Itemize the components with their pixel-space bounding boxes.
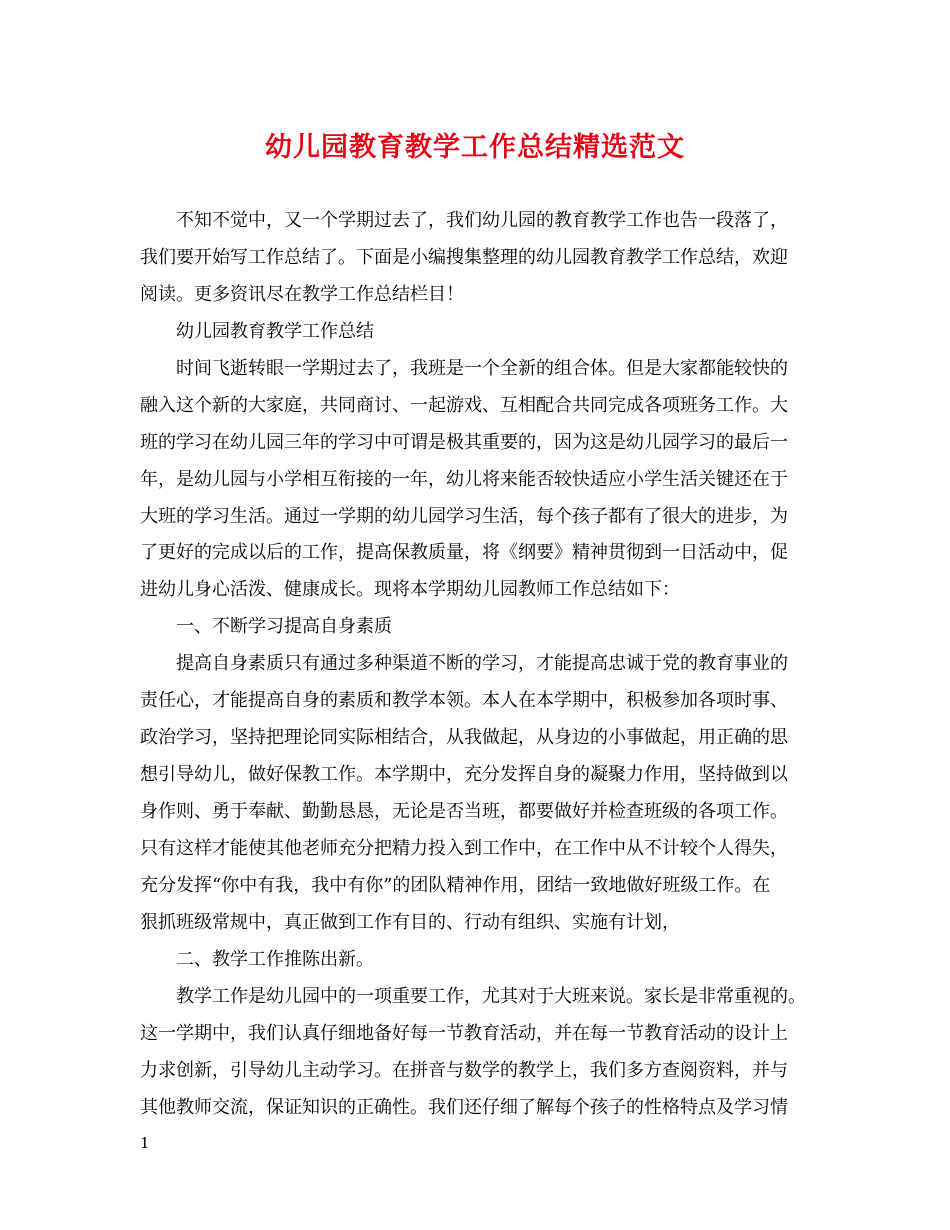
paragraph-line: 政治学习，坚持把理论同实际相结合，从我做起，从身边的小事做起，用正确的思 bbox=[140, 727, 788, 749]
paragraph-line: 身作则、勇于奉献、勤勤恳恳，无论是否当班，都要做好并检查班级的各项工作。 bbox=[140, 801, 788, 822]
paragraph-line: 狠抓班级常规中，真正做到工作有目的、行动有组织、实施有计划， bbox=[140, 911, 680, 933]
paragraph-line: 时间飞逝转眼一学期过去了，我班是一个全新的组合体。但是大家都能较快的 bbox=[176, 357, 788, 379]
paragraph-line: 其他教师交流，保证知识的正确性。我们还仔细了解每个孩子的性格特点及学习情 bbox=[140, 1096, 788, 1118]
paragraph-line: 这一学期中，我们认真仔细地备好每一节教育活动，并在每一节教育活动的设计上 bbox=[140, 1022, 788, 1044]
paragraph-line: 年，是幼儿园与小学相互衔接的一年，幼儿将来能否较快适应小学生活关键还在于 bbox=[140, 468, 788, 490]
paragraph-line: 不知不觉中，又一个学期过去了，我们幼儿园的教育教学工作也告一段落了， bbox=[176, 210, 788, 231]
document-title: 幼儿园教育教学工作总结精选范文 bbox=[265, 132, 685, 163]
section-heading: 一、不断学习提高自身素质 bbox=[176, 616, 392, 638]
paragraph-line: 只有这样才能使其他老师充分把精力投入到工作中，在工作中从不计较个人得失， bbox=[140, 837, 788, 859]
paragraph-line: 力求创新，引导幼儿主动学习。在拼音与数学的教学上，我们多方查阅资料，并与 bbox=[140, 1059, 788, 1081]
paragraph-line: 进幼儿身心活泼、健康成长。现将本学期幼儿园教师工作总结如下： bbox=[140, 579, 680, 601]
paragraph-line: 充分发挥“你中有我，我中有你”的团队精神作用，团结一致地做好班级工作。在 bbox=[140, 874, 771, 896]
paragraph-line: 责任心，才能提高自身的素质和教学本领。本人在本学期中，积极参加各项时事、 bbox=[140, 690, 788, 712]
paragraph-line: 阅读。更多资讯尽在教学工作总结栏目！ bbox=[140, 283, 464, 305]
section-heading: 二、教学工作推陈出新。 bbox=[176, 948, 374, 970]
paragraph-line: 融入这个新的大家庭，共同商讨、一起游戏、互相配合共同完成各项班务工作。大 bbox=[140, 394, 788, 416]
section-heading: 幼儿园教育教学工作总结 bbox=[176, 320, 374, 342]
paragraph-line: 班的学习在幼儿园三年的学习中可谓是极其重要的，因为这是幼儿园学习的最后一 bbox=[140, 431, 788, 453]
paragraph-line: 提高自身素质只有通过多种渠道不断的学习，才能提高忠诚于党的教育事业的 bbox=[176, 653, 788, 675]
paragraph-line: 想引导幼儿，做好保教工作。本学期中，充分发挥自身的凝聚力作用，坚持做到以 bbox=[140, 764, 788, 786]
paragraph-line: 我们要开始写工作总结了。下面是小编搜集整理的幼儿园教育教学工作总结，欢迎 bbox=[140, 246, 788, 268]
page-number: 1 bbox=[140, 1134, 150, 1152]
document-body bbox=[140, 203, 812, 1126]
paragraph-line: 大班的学习生活。通过一学期的幼儿园学习生活，每个孩子都有了很大的进步，为 bbox=[140, 505, 788, 527]
paragraph-line: 教学工作是幼儿园中的一项重要工作，尤其对于大班来说。家长是非常重视的。 bbox=[176, 985, 806, 1007]
paragraph-line: 了更好的完成以后的工作，提高保教质量，将《纲要》精神贯彻到一日活动中，促 bbox=[140, 542, 788, 564]
